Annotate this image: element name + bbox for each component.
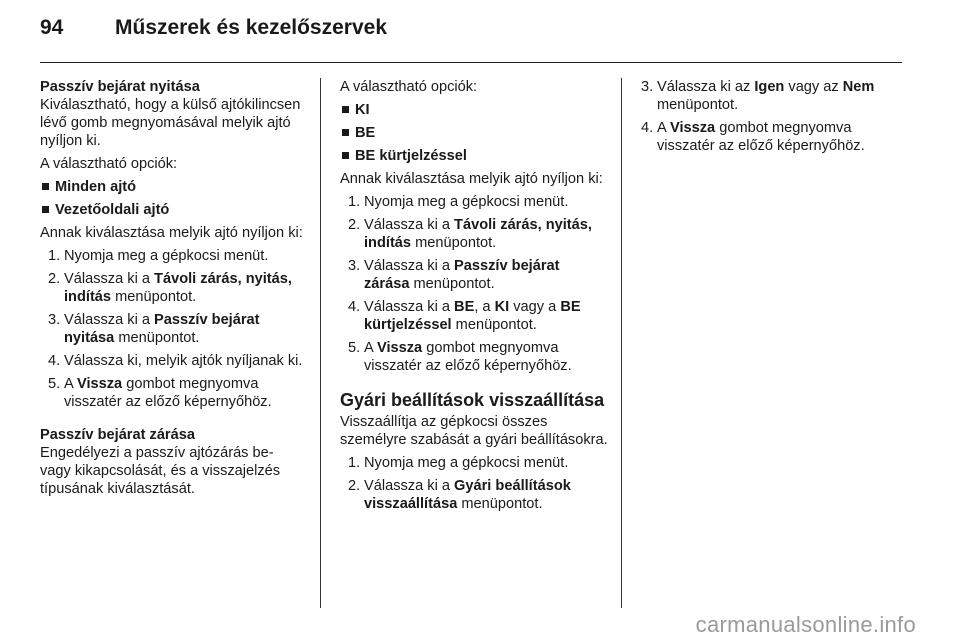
- step-text: gombot megnyomva visszatér az előző képernyőhöz.: [657, 120, 865, 154]
- step-text: Válassza ki, melyik ajtók nyíljanak ki.: [64, 353, 303, 369]
- option-name: BE: [454, 299, 475, 315]
- step-text: menüpontot.: [111, 289, 197, 305]
- step-text: Válassza ki az: [657, 79, 755, 95]
- watermark: carmanualsonline.info: [695, 612, 916, 637]
- option-name: Igen: [754, 79, 785, 95]
- step-text: vagy a: [509, 299, 561, 315]
- column-3: [641, 78, 906, 160]
- step-number: 1.: [348, 194, 361, 210]
- steps-list: [340, 193, 608, 375]
- step-number: 3.: [348, 258, 361, 274]
- step-text: gombot megnyomva visszatér az előző képernyőhöz.: [64, 376, 272, 410]
- options-label: A választható opciók:: [40, 156, 178, 172]
- steps-list: [40, 247, 308, 411]
- step-number: 2.: [348, 478, 361, 494]
- step-text: Válassza ki a: [364, 299, 455, 315]
- steps-list: [340, 454, 608, 513]
- step-number: 2.: [348, 217, 361, 233]
- page-title: Műszerek és kezelőszervek: [115, 16, 388, 39]
- subheading-passive-entry-lock: Passzív bejárat zárása: [40, 427, 195, 443]
- page-number: 94: [40, 16, 64, 39]
- option-item: BE: [340, 124, 608, 142]
- step-text: Válassza ki a: [364, 478, 455, 494]
- column-divider-1: [320, 78, 321, 608]
- paragraph: Annak kiválasztása melyik ajtó nyíljon ki:: [40, 225, 303, 241]
- paragraph: Engedélyezi a passzív ajtózárás be- vagy kikapcsolását, és a visszajelzés típusának kiválasztását.: [40, 445, 281, 497]
- step-text: Válassza ki a: [64, 271, 155, 287]
- step-item: [348, 298, 608, 334]
- step-text: Nyomja meg a gépkocsi menüt.: [364, 194, 569, 210]
- step-text: menüpontot.: [657, 97, 739, 113]
- option-name: BE kürtjelzéssel: [364, 299, 581, 333]
- step-item: [48, 352, 308, 370]
- section-heading-factory-reset: Gyári beállítások visszaállítása: [340, 390, 605, 410]
- step-number: 3.: [641, 79, 654, 95]
- button-name: Vissza: [76, 376, 123, 392]
- menu-name: Gyári beállítások visszaállítása: [364, 478, 571, 512]
- options-list: [340, 101, 608, 165]
- step-text: , a: [474, 299, 495, 315]
- header-rule: [40, 62, 902, 63]
- step-item: [348, 339, 608, 375]
- step-number: 4.: [641, 120, 654, 136]
- paragraph: Visszaállítja az gépkocsi összes személyre szabását a gyári beállításokra.: [340, 414, 608, 448]
- options-list: [40, 178, 308, 219]
- options-label: A választható opciók:: [340, 79, 478, 95]
- step-text: menüpontot.: [114, 330, 200, 346]
- step-number: 5.: [348, 340, 361, 356]
- step-item: [348, 257, 608, 293]
- step-item: [48, 375, 308, 411]
- step-number: 5.: [48, 376, 61, 392]
- button-name: Vissza: [376, 340, 423, 356]
- steps-list: [641, 78, 906, 155]
- step-text: Válassza ki a: [64, 312, 155, 328]
- step-item: [641, 119, 906, 155]
- step-item: [641, 78, 906, 114]
- step-item: [348, 477, 608, 513]
- button-name: Vissza: [669, 120, 716, 136]
- spacer: [40, 416, 308, 426]
- option-item: BE kürtjelzéssel: [340, 147, 608, 165]
- step-text: A: [64, 376, 77, 392]
- step-item: [348, 193, 608, 211]
- option-item: KI: [340, 101, 608, 119]
- step-number: 4.: [348, 299, 361, 315]
- step-text: Nyomja meg a gépkocsi menüt.: [64, 248, 269, 264]
- menu-name: Távoli zárás, nyitás, indítás: [364, 217, 592, 251]
- menu-name: Passzív bejárat nyitása: [64, 312, 260, 346]
- paragraph: Annak kiválasztása melyik ajtó nyíljon ki:: [340, 171, 603, 187]
- option-name: Nem: [842, 79, 875, 95]
- step-number: 3.: [48, 312, 61, 328]
- step-text: menüpontot.: [409, 276, 495, 292]
- step-text: Nyomja meg a gépkocsi menüt.: [364, 455, 569, 471]
- column-divider-2: [621, 78, 622, 608]
- step-text: Válassza ki a: [364, 258, 455, 274]
- option-name: KI: [494, 299, 510, 315]
- option-item: Minden ajtó: [40, 178, 308, 196]
- paragraph: Kiválasztható, hogy a külső ajtókilincsen lévő gomb megnyomásával melyik ajtó nyíljon ki.: [40, 97, 301, 149]
- step-text: A: [364, 340, 377, 356]
- menu-name: Távoli zárás, nyitás, indítás: [64, 271, 292, 305]
- step-text: menüpontot.: [411, 235, 497, 251]
- subheading-passive-entry-unlock: Passzív bejárat nyitása: [40, 79, 200, 95]
- step-number: 4.: [48, 353, 61, 369]
- step-item: [48, 270, 308, 306]
- step-text: menüpontot.: [451, 317, 537, 333]
- menu-name: Passzív bejárat zárása: [364, 258, 560, 292]
- column-2: [340, 78, 608, 518]
- step-text: gombot megnyomva visszatér az előző képernyőhöz.: [364, 340, 572, 374]
- step-item: [48, 311, 308, 347]
- step-number: 1.: [48, 248, 61, 264]
- step-item: [48, 247, 308, 265]
- step-number: 2.: [48, 271, 61, 287]
- option-item: Vezetőoldali ajtó: [40, 201, 308, 219]
- step-text: Válassza ki a: [364, 217, 455, 233]
- step-item: [348, 216, 608, 252]
- step-number: 1.: [348, 455, 361, 471]
- step-text: menüpontot.: [457, 496, 543, 512]
- step-text: vagy az: [784, 79, 843, 95]
- column-1: [40, 78, 308, 503]
- step-item: [348, 454, 608, 472]
- step-text: A: [657, 120, 670, 136]
